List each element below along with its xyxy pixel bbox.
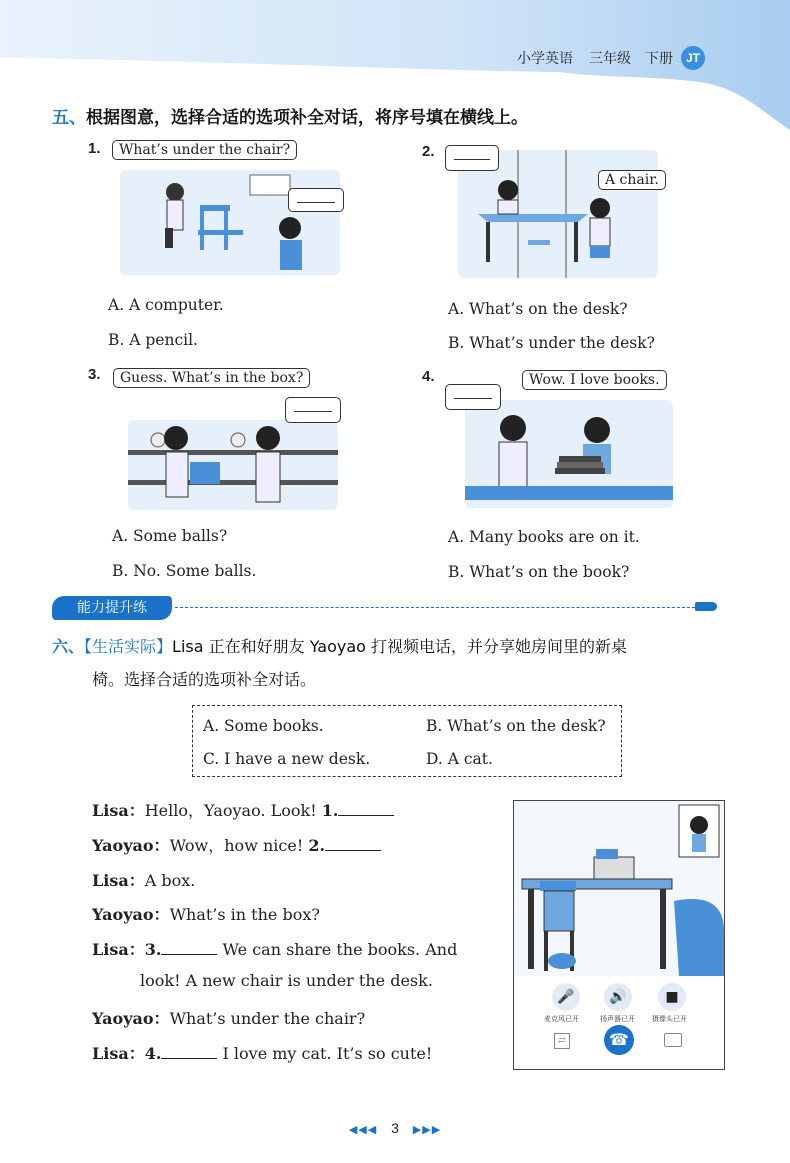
edition-badge: JT [681,46,705,70]
dialogue-line-1: Lisa：Hello，Yaoyao. Look! 1. [92,798,394,821]
q2-number: 2. [422,143,435,160]
flip-icon[interactable]: ⇄ [554,1033,570,1049]
dialogue-line-3: Lisa：A box. [92,871,196,890]
blank-3[interactable] [161,940,217,955]
section6-instruction-2: 椅。选择合适的选项补全对话。 [92,670,317,689]
microphone-icon[interactable]: 🎤 [552,983,580,1011]
dialogue-line-4: Yaoyao：What’s in the box? [92,905,320,924]
video-call-phone [513,800,725,1070]
dialogue-line-6: look! A new chair is under the desk. [140,971,433,990]
blank-4[interactable] [161,1044,217,1059]
q4-option-a: A. Many books are on it. [448,528,640,546]
option-d: D. A cat. [426,750,493,768]
ability-strip-label: 能力提升练 [52,596,172,620]
q3-option-b: B. No. Some balls. [112,562,257,580]
speaker-icon[interactable]: 🔊 [604,983,632,1011]
section5-title [52,103,528,128]
page-footer [0,1120,790,1136]
q3-blank-bubble [285,397,341,423]
speaker-label: 扬声器已开 [600,1015,635,1023]
option-b: B. What’s on the desk? [426,717,606,735]
q1-blank-bubble [288,188,344,212]
q2-option-b: B. What’s under the desk? [448,334,655,352]
section6-tag: 【生活实际】 [84,637,173,656]
q2-option-a: A. What’s on the desk? [448,300,628,318]
prev-arrows-icon: ◀◀◀ [348,1124,378,1136]
dialogue-line-7: Yaoyao：What’s under the chair? [92,1009,366,1028]
q3-option-a: A. Some balls? [112,527,228,545]
q1-option-b: B. A pencil. [108,331,198,349]
options-box [192,705,622,777]
next-arrows-icon: ▶▶▶ [412,1124,442,1136]
q3-speech-bubble: Guess. What’s in the box? [113,368,310,388]
dialogue-line-8: Lisa：4. I love my cat. It’s so cute! [92,1044,433,1063]
q4-speech-bubble: Wow. I love books. [522,370,667,390]
q2-speech-bubble: A chair. [598,170,666,190]
section6-instruction-1: Lisa 正在和好朋友 Yaoyao 打视频电话，并分享她房间里的新桌 [172,637,628,656]
section6-line1 [52,634,732,657]
q4-number: 4. [422,368,435,385]
pencil-icon [695,602,717,611]
q4-option-b: B. What’s on the book? [448,563,630,581]
header-grade: 三年级 [589,51,631,67]
page-number: 3 [391,1120,399,1136]
option-c: C. I have a new desk. [203,750,371,768]
q4-blank-bubble [445,384,501,410]
q3-number: 3. [88,366,101,383]
hang-up-icon[interactable]: ☎ [604,1025,634,1055]
q1-illustration [120,170,340,275]
strip-divider [175,607,695,608]
blank-2[interactable] [325,836,381,851]
camera-label: 摄像头已开 [652,1015,687,1023]
mic-label: 麦克风已开 [544,1015,579,1023]
section6-number: 六、 [52,637,85,656]
section5-number: 五、 [52,108,86,128]
q4-illustration [465,400,673,508]
camera-icon[interactable]: ■ [658,983,686,1011]
section5-instruction: 根据图意，选择合适的选项补全对话，将序号填在横线上。 [86,108,528,128]
dialogue-line-2: Yaoyao：Wow，how nice! 2. [92,833,381,856]
blank-1[interactable] [338,801,394,816]
q1-option-a: A. A computer. [108,296,224,314]
header-volume: 下册 [645,51,673,67]
q2-blank-bubble [445,145,499,171]
dialogue-line-5: Lisa：3. We can share the books. And [92,940,458,959]
option-a: A. Some books. [203,717,324,735]
switch-camera-icon[interactable] [664,1033,682,1047]
header-subject: 小学英语 [517,51,573,67]
q3-illustration [128,420,338,510]
q1-speech-bubble: What’s under the chair? [112,140,297,160]
q1-number: 1. [88,140,101,157]
